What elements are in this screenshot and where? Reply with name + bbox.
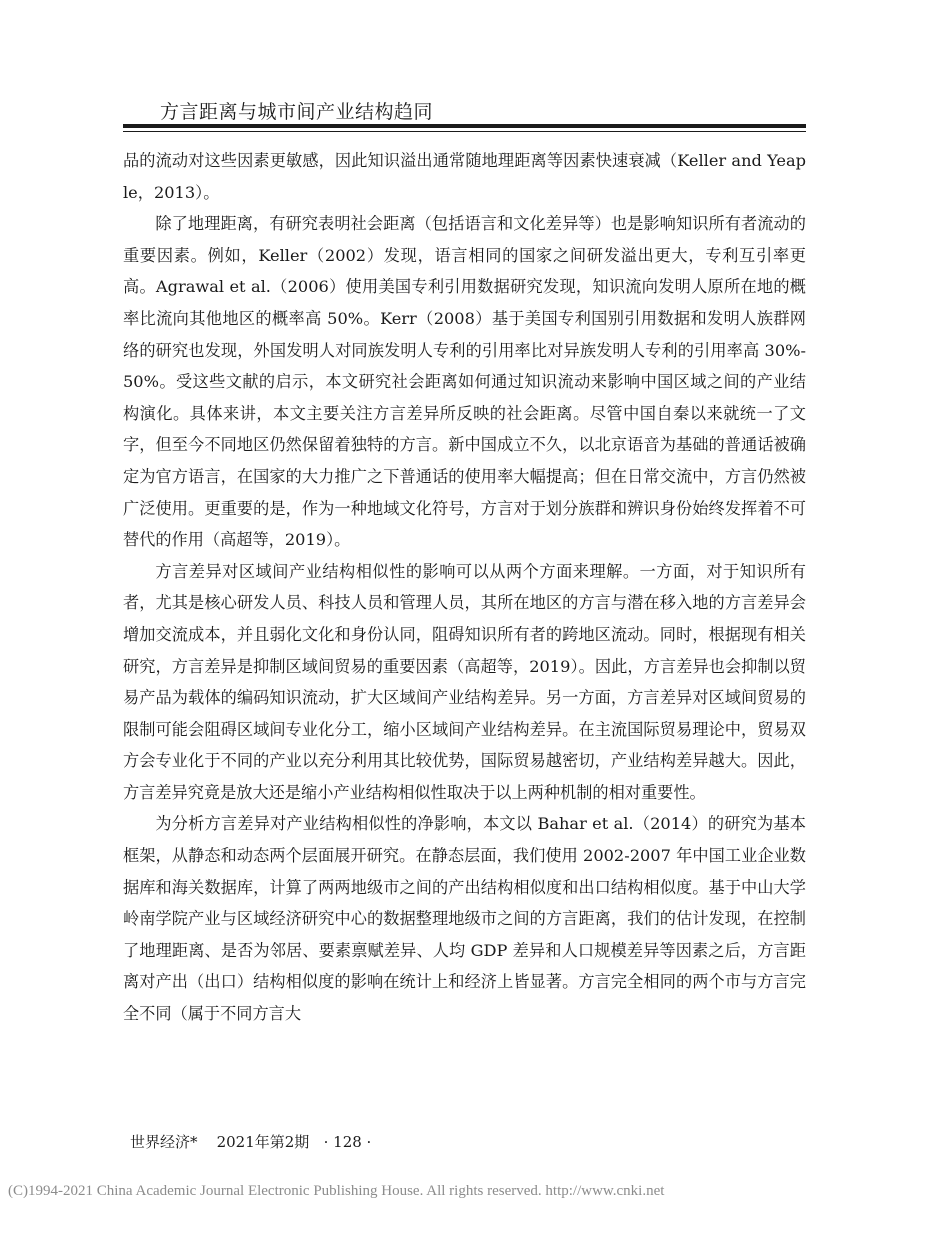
header-rule-thin — [123, 131, 806, 132]
copyright-notice: (C)1994-2021 China Academic Journal Electronic Publishing House. All rights reserved. http://www.cnki.net — [8, 1183, 665, 1199]
body-text — [123, 145, 806, 1030]
header-rule-thick — [123, 124, 806, 128]
page-footer — [130, 1131, 371, 1152]
paragraph-social-distance: 除了地理距离，有研究表明社会距离（包括语言和文化差异等）也是影响知识所有者流动的重要因素。例如，Keller（2002）发现，语言相同的国家之间研发溢出更大，专利互引率更高。Agrawal et al.（2006）使用美国专利引用数据研究发现，知识流向发明人原所在地的概率比流向其他地区的概率高 50%。Kerr（2008）基于美国专利国别引用数据和发明人族群网络的研究也发现，外国发明人对同族发明人专利的引用率比对异族发明人专利的引用率高 30%-50%。受这些文献的启示，本文研究社会距离如何通过知识流动来影响中国区域之间的产业结构演化。具体来讲，本文主要关注方言差异所反映的社会距离。尽管中国自秦以来就统一了文字，但至今不同地区仍然保留着独特的方言。新中国成立不久，以北京语音为基础的普通话被确定为官方语言，在国家的大力推广之下普通话的使用率大幅提高；但在日常交流中，方言仍然被广泛使用。更重要的是，作为一种地域文化符号，方言对于划分族群和辨识身份始终发挥着不可替代的作用（高超等，2019）。 — [123, 214, 806, 550]
running-head-title: 方言距离与城市间产业结构趋同 — [160, 101, 434, 123]
paragraph-continued: 品的流动对这些因素更敏感，因此知识溢出通常随地理距离等因素快速衰减（Keller and Yeaple，2013）。 — [123, 151, 806, 202]
issue-label: 2021年第2期 — [216, 1133, 310, 1151]
paragraph-research-design: 为分析方言差异对产业结构相似性的净影响，本文以 Bahar et al.（2014）的研究为基本框架，从静态和动态两个层面展开研究。在静态层面，我们使用 2002-2007 年中国工业企业数据库和海关数据库，计算了两两地级市之间的产出结构相似度和出口结构相似度。基于中山大学岭南学院产业与区域经济研究中心的数据整理地级市之间的方言距离，我们的估计发现，在控制了地理距离、是否为邻居、要素禀赋差异、人均 GDP 差异和人口规模差异等因素之后，方言距离对产出（出口）结构相似度的影响在统计上和经济上皆显著。方言完全相同的两个市与方言完全不同（属于不同方言大 — [123, 814, 806, 1024]
paragraph-dialect-mechanisms: 方言差异对区域间产业结构相似性的影响可以从两个方面来理解。一方面，对于知识所有者，尤其是核心研发人员、科技人员和管理人员，其所在地区的方言与潜在移入地的方言差异会增加交流成本，并且弱化文化和身份认同，阻碍知识所有者的跨地区流动。同时，根据现有相关研究，方言差异是抑制区域间贸易的重要因素（高超等，2019）。因此，方言差异也会抑制以贸易产品为载体的编码知识流动，扩大区域间产业结构差异。另一方面，方言差异对区域间贸易的限制可能会阻碍区域间专业化分工，缩小区域间产业结构差异。在主流国际贸易理论中，贸易双方会专业化于不同的产业以充分利用其比较优势，国际贸易越密切，产业结构差异越大。因此，方言差异究竟是放大还是缩小产业结构相似性取决于以上两种机制的相对重要性。 — [123, 561, 806, 802]
page-number: · 128 · — [323, 1133, 372, 1151]
journal-name: 世界经济* — [130, 1133, 198, 1151]
